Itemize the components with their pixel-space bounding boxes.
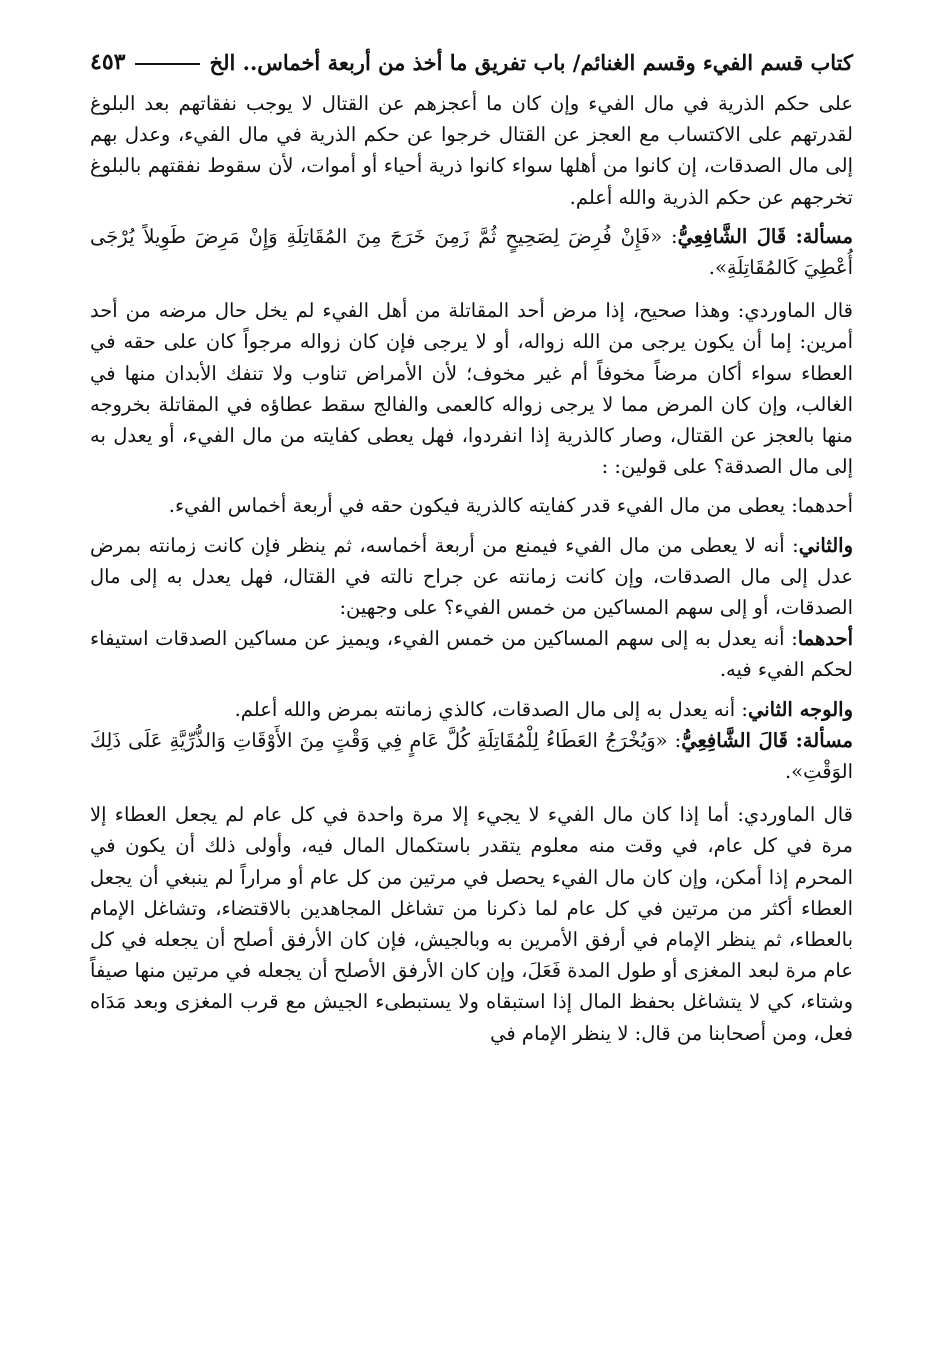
paragraph-4-label: والثاني: [798, 533, 853, 557]
paragraph-6-text: : أنه يعدل به إلى مال الصدقات، كالذي زمانته بمرض والله أعلم.: [234, 697, 748, 721]
paragraph-4: [90, 530, 853, 624]
paragraph-5: [90, 623, 853, 685]
paragraph-7: قال الماوردي: أما إذا كان مال الفيء لا يجيء إلا مرة واحدة في كل عام لم يجعل العطاء إلا مرة في كل عام، في وقت منه معلوم يتقدر باستكمال المال فيه، وأولى ذلك أن يكون في المحرم إذا أمكن، وإن كان مال الفيء يحصل في مرتين من كل عام أو مراراً لم ينبغي أن يجعل العطاء أكثر من مرتين في كل عام لما ذكرنا من تشاغل المجاهدين بالاقتضاء، وتشاغل الإمام بالعطاء، ثم ينظر الإمام في أرفق الأمرين به وبالجيش، فإن كان الأرفق أصلح أن يجعله في كل عام مرة لبعد المغزى أو طول المدة فَعَلَ، وإن كان الأرفق الأصلح أن يجعله في مرتين منها صيفاً وشتاء، كي لا يتشاغل بحفظ المال إذا استبقاه ولا يستبطىء الجيش مع قرب المغزى وبعد مَدَاه فعل، ومن أصحابنا من قال: لا ينظر الإمام في: [90, 803, 853, 1045]
masala-1-text: : «فَإِنْ فُرِضَ لِصَحِيحٍ ثُمَّ زَمِنَ خَرَجَ مِنَ المُقَاتِلَةِ وَإِنْ مَرِضَ طَوِيلاً يُرْجَى أُعْطِيَ كَالمُقَاتِلَةِ».: [90, 224, 853, 280]
paragraph-6: [90, 694, 853, 725]
paragraph-2: قال الماوردي: وهذا صحيح، إذا مرض أحد المقاتلة من أهل الفيء لم يخل حال مرضه من أحد أمرين: إما أن يكون يرجى من الله زواله، أو لا يرجى فإن كان زواله مرجواً كان على حقه في العطاء سواء أكان مرضاً مخوفاً أم غير مخوف؛ لأن الأمراض تناوب ولا تنفك الأبدان منها في الغالب، وإن كان المرض مما لا يرجى زواله كالعمى والفالج سقط عطاؤه في المقاتلة بخروجه منها بالعجز عن القتال، وصار كالذرية إذا انفردوا، فهل يعطى كفايته من مال الفيء، أو يعدل به إلى مال الصدقة؟ على قولين: :: [90, 299, 853, 479]
masala-2-text: : «وَيُخْرَجُ العَطَاءُ لِلْمُقَاتِلَةِ كُلَّ عَامٍ فِي وَقْتٍ مِنَ الأَوْقَاتِ وَالذُّرِّيَّةِ عَلَى ذَلِكَ الوَقْتِ».: [90, 728, 853, 784]
running-header: [90, 44, 853, 80]
masala-1: [90, 221, 853, 283]
paragraph-1: على حكم الذرية في مال الفيء وإن كان ما أعجزهم عن القتال لا يوجب نفقاتهم بعد البلوغ لقدرتهم على الاكتساب مع العجز عن القتال خرجوا عن حكم الذرية في مال الفيء، وعدل بهم إلى مال الصدقات، إن كانوا من أهلها سواء كانوا ذرية أحياء أو أموات، لأن سقوط نفقتهم بالبلوغ تخرجهم عن حكم الذرية والله أعلم.: [90, 92, 853, 209]
paragraph-5-text: : أنه يعدل به إلى سهم المساكين من خمس الفيء، ويميز عن مساكين الصدقات استيفاء لحكم الفيء فيه.: [90, 627, 853, 682]
header-title: كتاب قسم الفيء وقسم الغنائم/ باب تفريق ما أخذ من أربعة أخماس.. الخ: [209, 49, 853, 75]
paragraph-3-label: أحدهما: [797, 494, 853, 518]
masala-1-label: مسألة: قَالَ الشَّافِعِيُّ: [677, 224, 853, 248]
paragraph-5-label: أحدهما: [797, 627, 853, 651]
paragraph-3: [90, 490, 853, 521]
masala-2-label: مسألة: قَالَ الشَّافِعِيُّ: [681, 728, 853, 752]
paragraph-3-text: : يعطى من مال الفيء قدر كفايته كالذرية فيكون حقه في أربعة أخماس الفيء.: [168, 494, 798, 518]
masala-2: [90, 725, 853, 787]
page-number: ٤٥٣: [90, 49, 126, 75]
paragraph-4-text: : أنه لا يعطى من مال الفيء فيمنع من أربعة أخماسه، ثم ينظر فإن كانت زمانته بمرض عدل إلى مال الصدقات، وإن كانت زمانته عن جراح نالته في القتال، فهل يعدل به إلى مال الصدقات، أو إلى سهم المساكين من خمس الفيء؟ على وجهين:: [90, 533, 853, 620]
paragraph-6-label: والوجه الثاني: [747, 697, 853, 721]
header-rule: [135, 63, 199, 65]
